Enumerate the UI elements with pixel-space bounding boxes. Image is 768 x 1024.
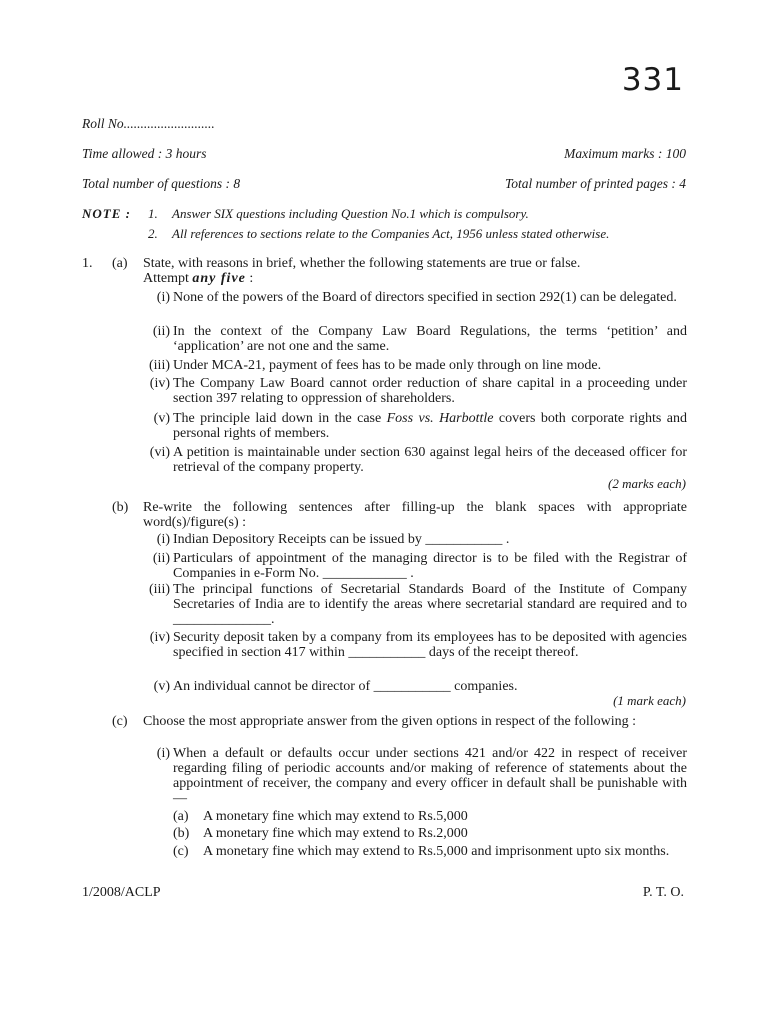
item-number: (vi): [149, 445, 170, 460]
marks-note-b: (1 mark each): [613, 693, 686, 708]
paper-code: 331: [621, 62, 684, 98]
note-item-number: 2.: [148, 226, 158, 241]
option-text: A monetary fine which may extend to Rs.2,000: [203, 826, 468, 841]
item-number: (ii): [152, 551, 170, 566]
option-label: (b): [173, 826, 190, 841]
total-questions: Total number of questions : 8: [82, 176, 241, 191]
part-a-instruction: [143, 256, 687, 286]
item-text-pre: The principle laid down in the case: [173, 411, 387, 426]
item-number: (iii): [149, 358, 170, 373]
part-label-a: (a): [112, 256, 128, 271]
part-label-b: (b): [112, 500, 129, 515]
part-a-emphasis: any five: [192, 271, 246, 286]
item-number: (v): [153, 679, 170, 694]
item-text: None of the powers of the Board of directors specified in section 292(1) can be delegated.: [173, 290, 677, 305]
option-text: A monetary fine which may extend to Rs.5,000: [203, 809, 468, 824]
part-label-c: (c): [112, 714, 128, 729]
item-text: [173, 411, 687, 441]
part-a-line2-pre: Attempt: [143, 271, 193, 286]
item-number: (i): [156, 746, 170, 761]
item-text: In the context of the Company Law Board Regulations, the terms ‘petition’ and ‘application’ are not one and the same.: [173, 324, 687, 354]
option-label: (a): [173, 809, 189, 824]
item-text: The principal functions of Secretarial Standards Board of the Institute of Company Secretaries of India are to identify the areas where secretarial standard are required and to ______________.: [173, 582, 687, 627]
option-label: (c): [173, 844, 189, 859]
item-text: Under MCA-21, payment of fees has to be made only through on line mode.: [173, 358, 602, 373]
time-marks-row: [82, 146, 686, 161]
item-number: (iii): [149, 582, 170, 597]
note-item-text: All references to sections relate to the Companies Act, 1956 unless stated otherwise.: [172, 226, 610, 241]
item-text: Security deposit taken by a company from its employees has to be deposited with agencies specified in section 417 within ___________ days of the receipt thereof.: [173, 630, 687, 660]
total-pages: Total number of printed pages : 4: [504, 176, 686, 191]
part-b-instruction: Re-write the following sentences after filling-up the blank spaces with appropriate word(s)/figure(s) :: [143, 500, 687, 530]
item-number: (i): [156, 290, 170, 305]
footer-code: 1/2008/ACLP: [82, 885, 161, 900]
part-a-line2: [143, 271, 687, 286]
item-text-post: covers both corporate rights and personal rights of members.: [173, 411, 687, 441]
marks-note-a: (2 marks each): [608, 476, 686, 491]
item-number: (iv): [149, 630, 170, 645]
note-label: NOTE :: [82, 206, 131, 221]
option-text: A monetary fine which may extend to Rs.5,000 and imprisonment upto six months.: [203, 844, 670, 859]
question-number: 1.: [82, 256, 93, 271]
time-allowed: Time allowed : 3 hours: [82, 146, 207, 161]
item-number: (iv): [149, 376, 170, 391]
part-a-line1: State, with reasons in brief, whether the following statements are true or false.: [143, 256, 581, 271]
item-text: The Company Law Board cannot order reduction of share capital in a proceeding under section 397 relating to oppression of shareholders.: [173, 376, 687, 406]
item-text: Indian Depository Receipts can be issued by ___________ .: [173, 532, 510, 547]
item-number: (v): [153, 411, 170, 426]
note-item-text: Answer SIX questions including Question No.1 which is compulsory.: [172, 206, 529, 221]
case-name: Foss vs. Harbottle: [386, 411, 494, 426]
item-number: (i): [156, 532, 170, 547]
note-item-number: 1.: [148, 206, 158, 221]
roll-number-line: Roll No...........................: [82, 116, 215, 131]
item-number: (ii): [152, 324, 170, 339]
footer-pto: P. T. O.: [642, 885, 684, 900]
item-text: A petition is maintainable under section 630 against legal heirs of the deceased officer for retrieval of the company property.: [173, 445, 687, 475]
part-a-line2-post: :: [245, 271, 254, 286]
maximum-marks: Maximum marks : 100: [564, 146, 686, 161]
item-text: An individual cannot be director of ___________ companies.: [173, 679, 518, 694]
item-text: When a default or defaults occur under sections 421 and/or 422 in respect of receiver regarding filing of periodic accounts and/or making of reference of statements about the appointment of receiver, the company and every officer in default shall be punishable with —: [173, 746, 687, 806]
part-c-instruction: Choose the most appropriate answer from the given options in respect of the following :: [143, 714, 637, 729]
item-text: Particulars of appointment of the managing director is to be filed with the Registrar of Companies in e-Form No. ____________ .: [173, 551, 687, 581]
questions-pages-row: [82, 176, 686, 191]
